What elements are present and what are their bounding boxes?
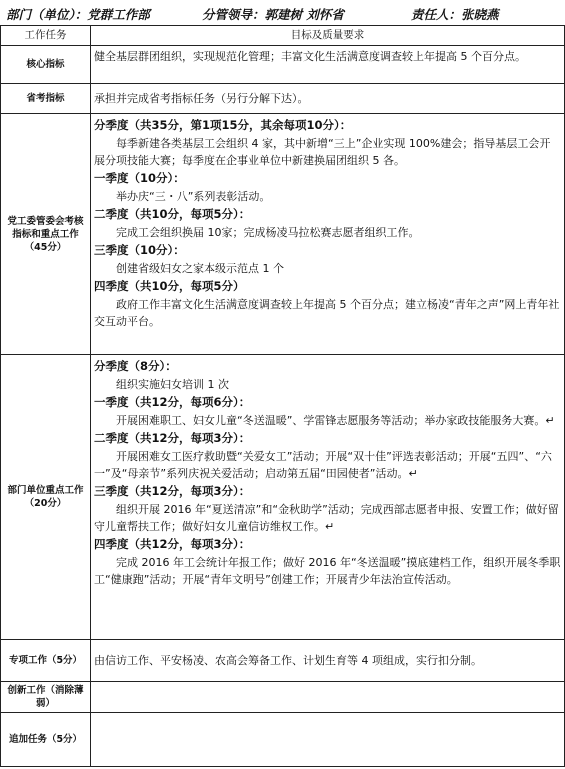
block-text: 举办庆“三・八”系列表彰活动。 <box>116 190 271 203</box>
block-title: 四季度（共10分，每项5分） <box>94 279 245 293</box>
row-label-innovation: 创新工作（消除薄弱） <box>1 682 91 713</box>
row-label-special: 专项工作（5分） <box>1 640 91 682</box>
block-title: 三季度（10分）： <box>94 243 185 257</box>
block-text: 组织开展 2016 年“夏送清凉”和“金秋助学”活动；完成西部志愿者申报、安置工作；做好留守儿童帮扶工作；做好妇女儿童信访维权工作。↵ <box>94 503 559 533</box>
task-table <box>0 25 565 767</box>
table-row-exam <box>1 84 565 114</box>
column-header-task: 工作任务 <box>1 26 91 46</box>
row-content-dept <box>91 355 565 640</box>
block-title: 四季度（共12分，每项3分）： <box>94 537 251 551</box>
block-title: 一季度（共12分，每项6分）： <box>94 395 251 409</box>
block-title: 三季度（共12分，每项3分）： <box>94 484 251 498</box>
block-title: 分季度（共35分，第1项15分，其余每项10分）： <box>94 118 352 132</box>
block-text: 创建省级妇女之家本级示范点 1 个 <box>116 262 284 275</box>
block-text: 完成 2016 年工会统计年报工作；做好 2016 年“冬送温暖”摸底建档工作，组织开展冬季职工“健康跑”活动；开展“青年文明号”创建工作；开展青少年法治宣传活动。 <box>94 556 561 586</box>
block-title: 分季度（8分）： <box>94 359 177 373</box>
table-row-special <box>1 640 565 682</box>
owner-label: 责任人：张晓燕 <box>411 7 499 22</box>
block-text: 开展困难职工、妇女儿童“冬送温暖”、学雷锋志愿服务等活动；举办家政技能服务大赛。↵ <box>116 414 555 427</box>
row-text-core: 健全基层群团组织，实现规范化管理；丰富文化生活满意度调查较上年提高 5 个百分点。 <box>91 46 565 84</box>
row-text-special: 由信访工作、平安杨凌、农高会筹备工作、计划生育等 4 项组成，实行扣分制。 <box>91 640 565 682</box>
table-row-core <box>1 46 565 84</box>
column-header-goal: 目标及质量要求 <box>91 26 565 46</box>
block-text: 每季新建各类基层工会组织 4 家，其中新增“三上”企业实现 100%建会；指导基层工会开展分项技能大赛；每季度在企事业单位中新建换届团组织 5 各。 <box>94 137 551 167</box>
row-content-party <box>91 114 565 355</box>
row-label-exam: 省考指标 <box>1 84 91 114</box>
row-label-core: 核心指标 <box>1 46 91 84</box>
row-text-innovation <box>91 682 565 713</box>
row-label-party: 党工委管委会考核指标和重点工作（45分） <box>1 114 91 355</box>
table-row-innovation <box>1 682 565 713</box>
block-text: 完成工会组织换届 10家；完成杨凌马拉松赛志愿者组织工作。 <box>116 226 420 239</box>
block-text: 政府工作丰富文化生活满意度调查较上年提高 5 个百分点；建立杨凌“青年之声”网上青年社交互动平台。 <box>94 298 560 328</box>
block-title: 一季度（10分）： <box>94 171 185 185</box>
table-row-party <box>1 114 565 355</box>
block-title: 二季度（共12分，每项3分）： <box>94 431 251 445</box>
row-text-exam: 承担并完成省考指标任务（另行分解下达）。 <box>91 84 565 114</box>
table-row-dept <box>1 355 565 640</box>
document-header <box>6 3 561 23</box>
leader-label: 分管领导：郭建树 刘怀省 <box>202 7 344 22</box>
row-text-extra <box>91 713 565 767</box>
row-label-extra: 追加任务（5分） <box>1 713 91 767</box>
block-title: 二季度（共10分，每项5分）： <box>94 207 251 221</box>
table-header-row <box>1 26 565 46</box>
block-text: 组织实施妇女培训 1 次 <box>116 378 229 391</box>
block-text: 开展困难女工医疗救助暨“关爱女工”活动；开展“双十佳”评选表彰活动；开展“五四”、“六一”及“母亲节”系列庆祝关爱活动；启动第五届“田园使者”活动。↵ <box>94 450 552 480</box>
row-label-dept: 部门单位重点工作（20分） <box>1 355 91 640</box>
table-row-extra <box>1 713 565 767</box>
department-label: 部门（单位）：党群工作部 <box>6 7 150 22</box>
